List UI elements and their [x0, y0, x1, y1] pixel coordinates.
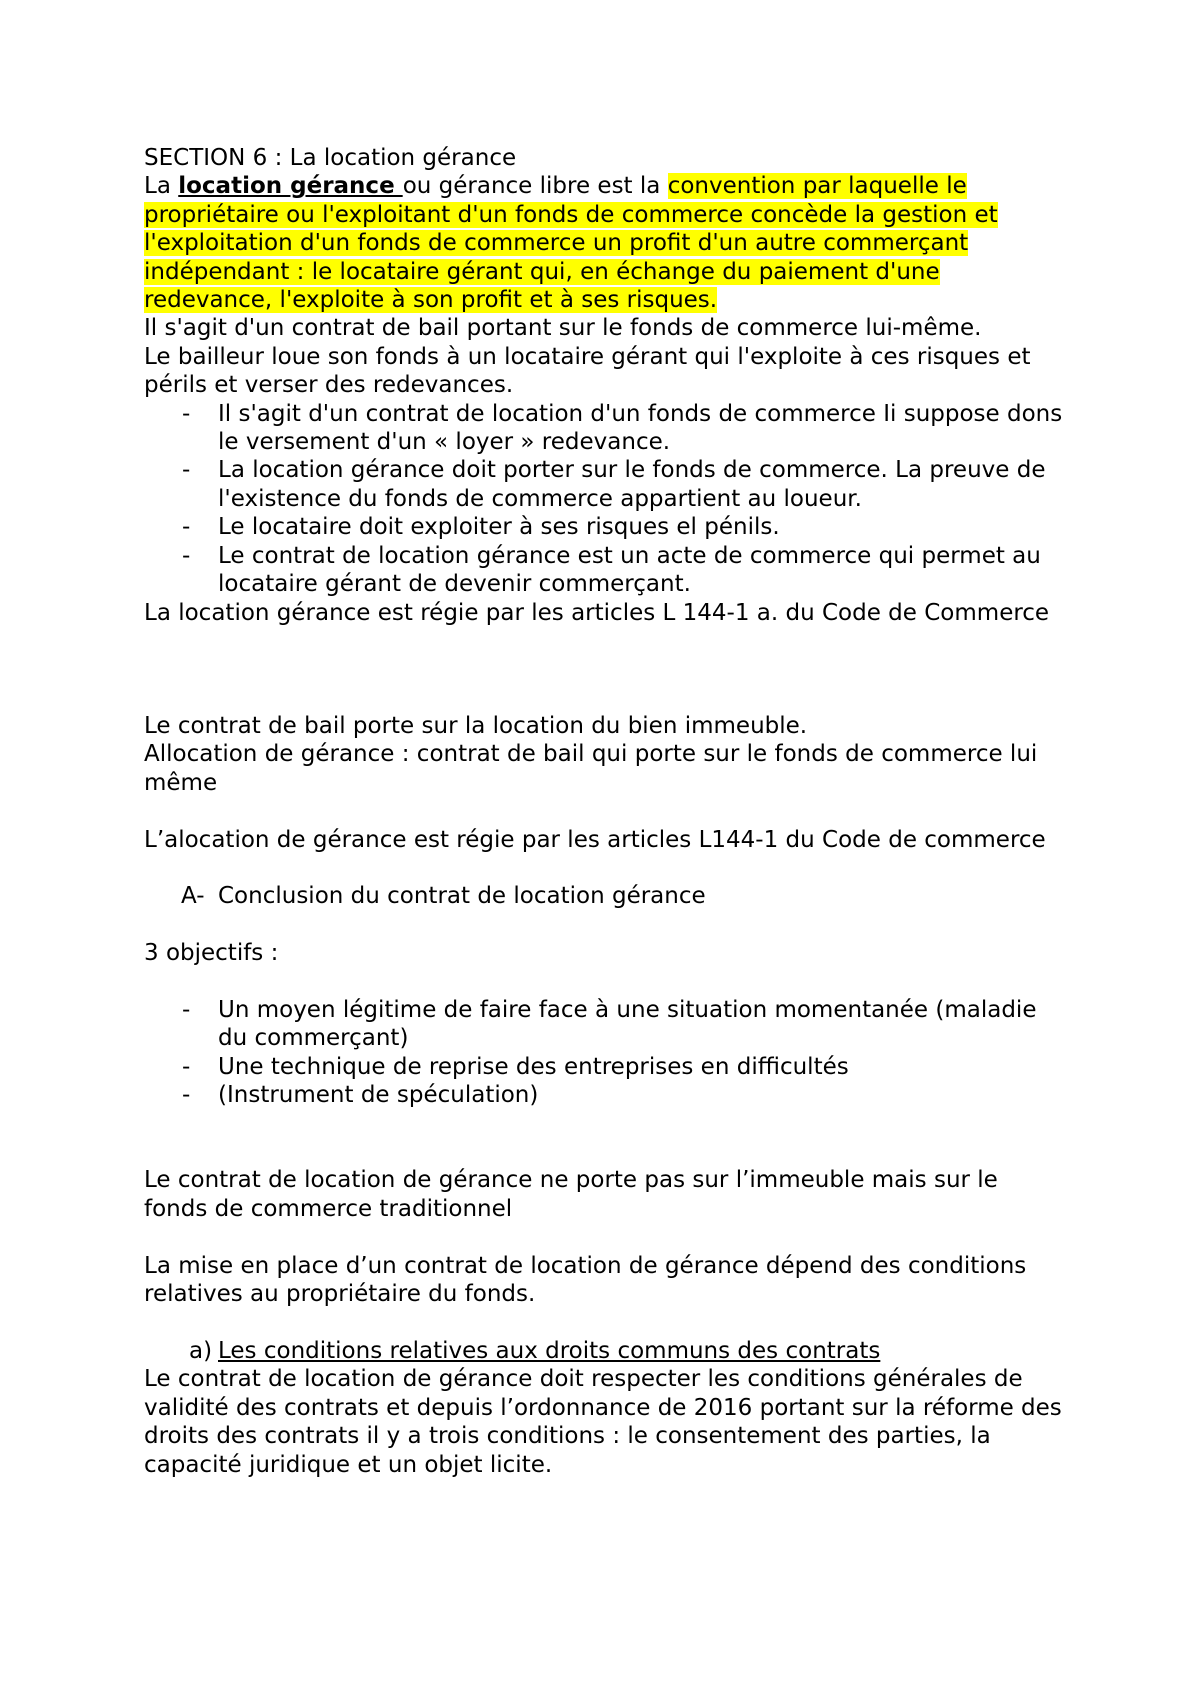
definition-keyword: location gérance	[178, 173, 403, 200]
blank-line	[144, 797, 1064, 825]
list-item-text: Le contrat de location gérance est un acte de commerce qui permet au locataire gérant de devenir commerçant.	[218, 542, 1041, 598]
subheading-a	[144, 1337, 1064, 1365]
list-item-text: Il s'agit d'un contrat de location d'un fonds de commerce Ii suppose dons le versement d'un « loyer » redevance.	[218, 400, 1063, 456]
section-title: SECTION 6 : La location gérance	[144, 145, 517, 171]
heading-a-text: Conclusion du contrat de location gérance	[218, 883, 706, 910]
paragraph-4: Le contrat de bail porte sur la location du bien immeuble.	[144, 713, 808, 740]
definition-paragraph	[144, 172, 1064, 314]
definition-highlight: convention par laquelle le propriétaire ou l'exploitant d'un fonds de commerce concède la gestion et l'exploitation d'un fonds de commerce un profit d'un autre commerçant indépendant : le locataire gérant qui, en échange du paiement d'une redevance, l'exploite à son profit et à ses risques.	[144, 173, 998, 314]
list-item	[144, 456, 1064, 513]
blank-line	[144, 854, 1064, 882]
document-page	[144, 144, 1064, 1479]
blank-line	[144, 627, 1064, 655]
bullet-dash: -	[182, 457, 191, 484]
subheading-a-text: Les conditions relatives aux droits communs des contrats	[218, 1337, 881, 1364]
list-item-text: Un moyen légitime de faire face à une situation momentanée (maladie du commerçant)	[218, 997, 1037, 1052]
bullet-dash: -	[182, 542, 191, 569]
list-item-text: La location gérance doit porter sur le fonds de commerce. La preuve de l'existence du fonds de commerce appartient au loueur.	[218, 457, 1046, 512]
objectives-label: 3 objectifs :	[144, 940, 279, 967]
paragraph-2: Le bailleur loue son fonds à un locataire gérant qui l'exploite à ces risques et périls et verser des redevances.	[144, 343, 1031, 399]
paragraph-8: La mise en place d’un contrat de location de gérance dépend des conditions relatives au propriétaire du fonds.	[144, 1252, 1027, 1308]
blank-line	[144, 684, 1064, 712]
paragraph-7: Le contrat de location de gérance ne porte pas sur l’immeuble mais sur le fonds de commerce traditionnel	[144, 1167, 998, 1222]
paragraph-9: Le contrat de location de gérance doit respecter les conditions générales de validité des contrats et depuis l’ordonnance de 2016 portant sur la réforme des droits des contrats il y a trois conditions : le consentement des parties, la capacité juridique et un objet licite.	[144, 1366, 1062, 1478]
list-item	[144, 542, 1064, 599]
blank-line	[144, 968, 1064, 996]
paragraph-3: La location gérance est régie par les articles L 144-1 a. du Code de Commerce	[144, 599, 1050, 626]
list-item-text: (Instrument de spéculation)	[218, 1082, 539, 1109]
list-item	[144, 400, 1064, 457]
bullet-dash: -	[182, 1053, 191, 1080]
paragraph-6: L’alocation de gérance est régie par les articles L144-1 du Code de commerce	[144, 826, 1046, 853]
list-item	[144, 1081, 1064, 1109]
list-item-text: Une technique de reprise des entreprises en difficultés	[218, 1053, 849, 1080]
blank-line	[144, 1138, 1064, 1166]
paragraph-5: Allocation de gérance : contrat de bail qui porte sur le fonds de commerce lui même	[144, 741, 1038, 796]
blank-line	[144, 655, 1064, 683]
heading-a-marker: A-	[181, 883, 205, 910]
blank-line	[144, 1309, 1064, 1337]
bullet-list-2	[144, 996, 1064, 1110]
blank-line	[144, 911, 1064, 939]
bullet-list-1	[144, 400, 1064, 599]
subheading-a-marker: a)	[189, 1337, 213, 1364]
list-item	[144, 1053, 1064, 1081]
bullet-dash: -	[182, 514, 191, 541]
list-item	[144, 996, 1064, 1053]
blank-line	[144, 1223, 1064, 1251]
bullet-dash: -	[182, 1082, 191, 1109]
blank-line	[144, 1110, 1064, 1138]
definition-lead: La	[144, 173, 179, 200]
bullet-dash: -	[182, 997, 191, 1024]
paragraph-1: Il s'agit d'un contrat de bail portant sur le fonds de commerce lui-même.	[144, 315, 982, 342]
list-item-text: Le locataire doit exploiter à ses risques el pénils.	[218, 514, 780, 541]
list-item	[144, 513, 1064, 541]
definition-middle: ou gérance libre est la	[402, 173, 668, 200]
heading-a	[144, 882, 1064, 910]
bullet-dash: -	[182, 400, 191, 427]
